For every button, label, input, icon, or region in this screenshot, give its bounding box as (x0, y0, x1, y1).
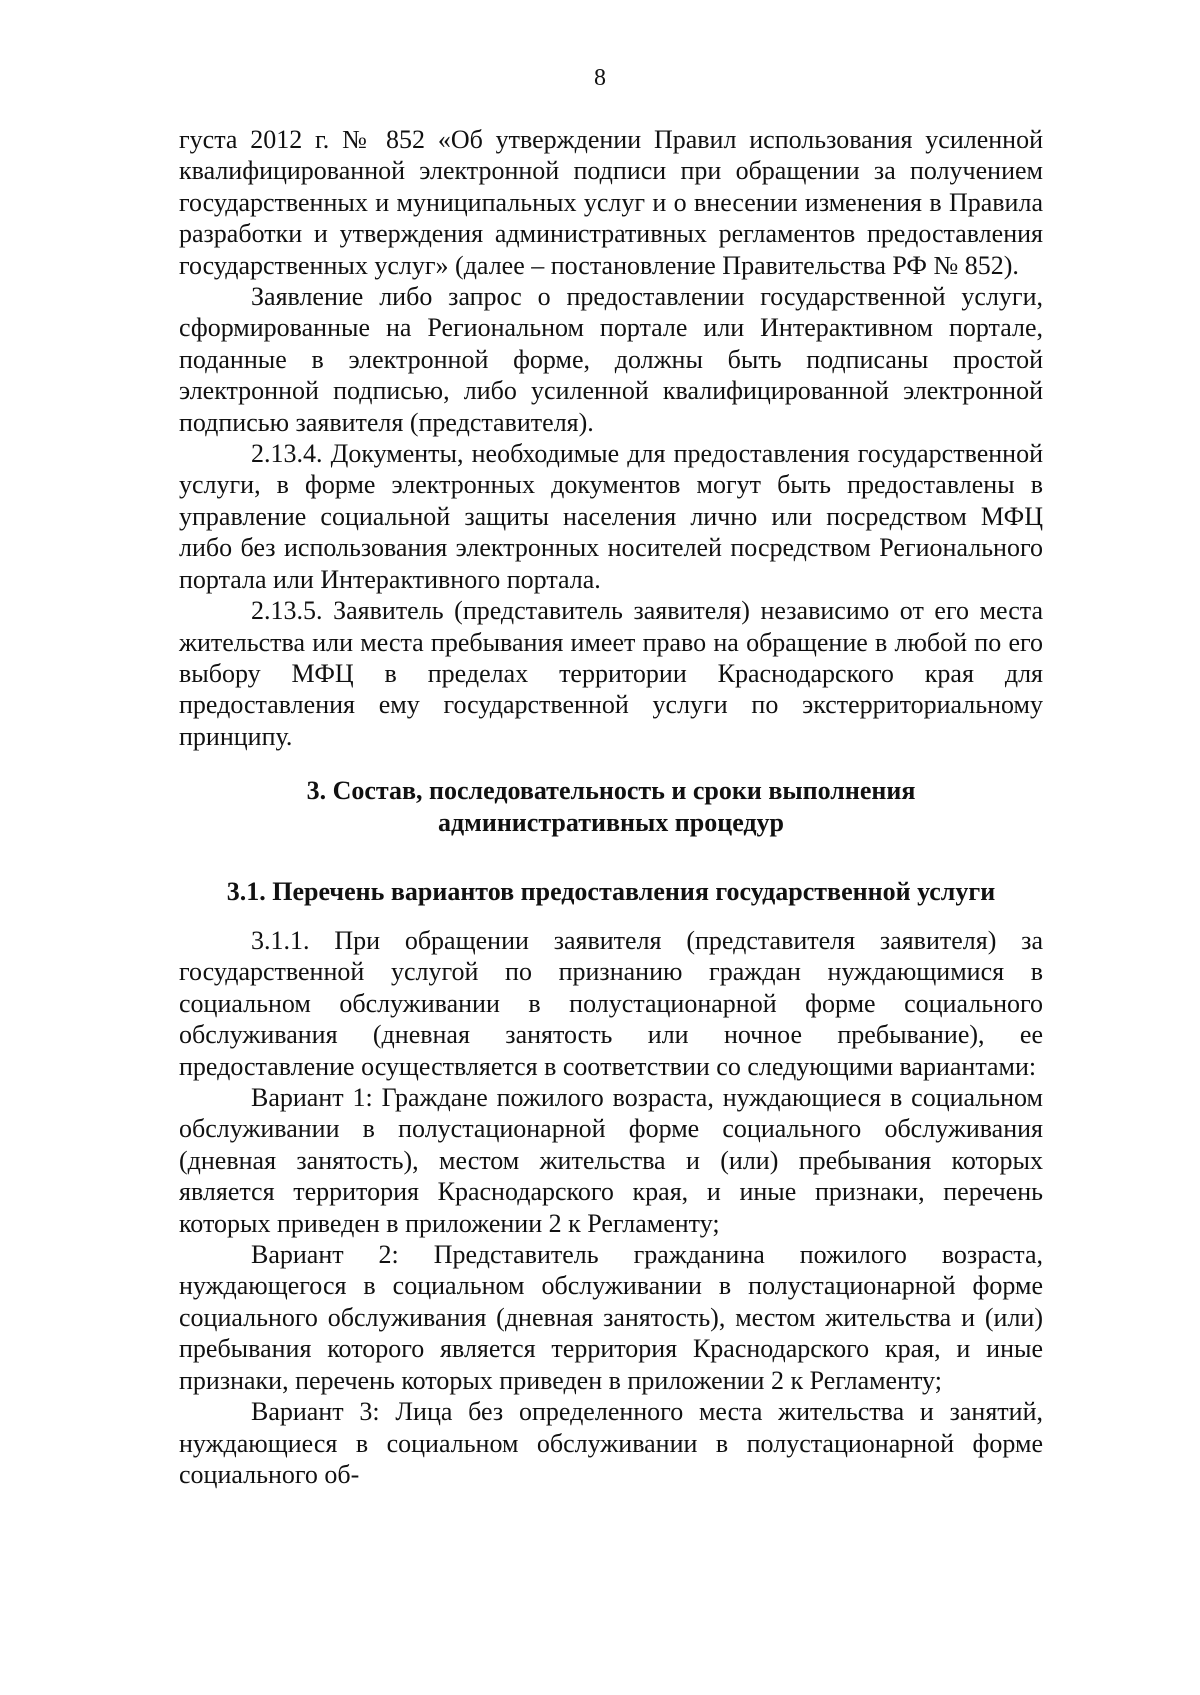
section-3-heading-line-1: 3. Состав, последовательность и сроки выполнения (306, 776, 916, 805)
section-3-text (179, 925, 1043, 1490)
section-3-heading (179, 775, 1043, 839)
paragraph-3-1-1: 3.1.1. При обращении заявителя (представителя заявителя) за государственной услугой по признанию граждан нуждающимися в социальном обслуживании в полустационарной форме социального обслуживания (дневная занятость или ночное пребывание), ее предоставление осуществляется в соответствии со следующими вариантами: (179, 926, 1043, 1081)
variant-1-paragraph: Вариант 1: Граждане пожилого возраста, нуждающиеся в социальном обслуживании в полустационарной форме социального обслуживания (дневная занятость), местом жительства и (или) пребывания которых является территория Краснодарского края, и иные признаки, перечень которых приведен в приложении 2 к Регламенту; (179, 1083, 1043, 1238)
section-2-text (179, 124, 1043, 752)
variant-3-paragraph: Вариант 3: Лица без определенного места жительства и занятий, нуждающиеся в социальном обслуживании в полустационарной форме социального об- (179, 1397, 1043, 1489)
paragraph-2-13-5: 2.13.5. Заявитель (представитель заявителя) независимо от его места жительства или места пребывания имеет право на обращение в любой по его выбору МФЦ в пределах территории Краснодарского края для предоставления ему государственной услуги по экстерриториальному принципу. (179, 596, 1043, 751)
section-3-1-heading: 3.1. Перечень вариантов предоставления государственной услуги (226, 877, 996, 906)
continuation-paragraph: густа 2012 г. № 852 «Об утверждении Правил использования усиленной квалифицированной электронной подписи при обращении за получением государственных и муниципальных услуг и о внесении изменения в Правила разработки и утверждения административных регламентов предоставления государственных услуг» (далее – постановление Правительства РФ № 852). (179, 125, 1043, 280)
variant-2-paragraph: Вариант 2: Представитель гражданина пожилого возраста, нуждающегося в социальном обслуживании в полустационарной форме социального обслуживания (дневная занятость), местом жительства и (или) пребывания которого является территория Краснодарского края, и иные признаки, перечень которых приведен в приложении 2 к Регламенту; (179, 1240, 1043, 1395)
section-3-heading-line-2: административных процедур (437, 808, 785, 837)
signature-paragraph: Заявление либо запрос о предоставлении государственной услуги, сформированные на Региональном портале или Интерактивном портале, поданные в электронной форме, должны быть подписаны простой электронной подписью, либо усиленной квалифицированной электронной подписью заявителя (представителя). (179, 282, 1043, 437)
paragraph-2-13-4: 2.13.4. Документы, необходимые для предоставления государственной услуги, в форме электронных документов могут быть предоставлены в управление социальной защиты населения лично или посредством МФЦ либо без использования электронных носителей посредством Регионального портала или Интерактивного портала. (179, 439, 1043, 594)
page-number: 8 (594, 65, 606, 91)
